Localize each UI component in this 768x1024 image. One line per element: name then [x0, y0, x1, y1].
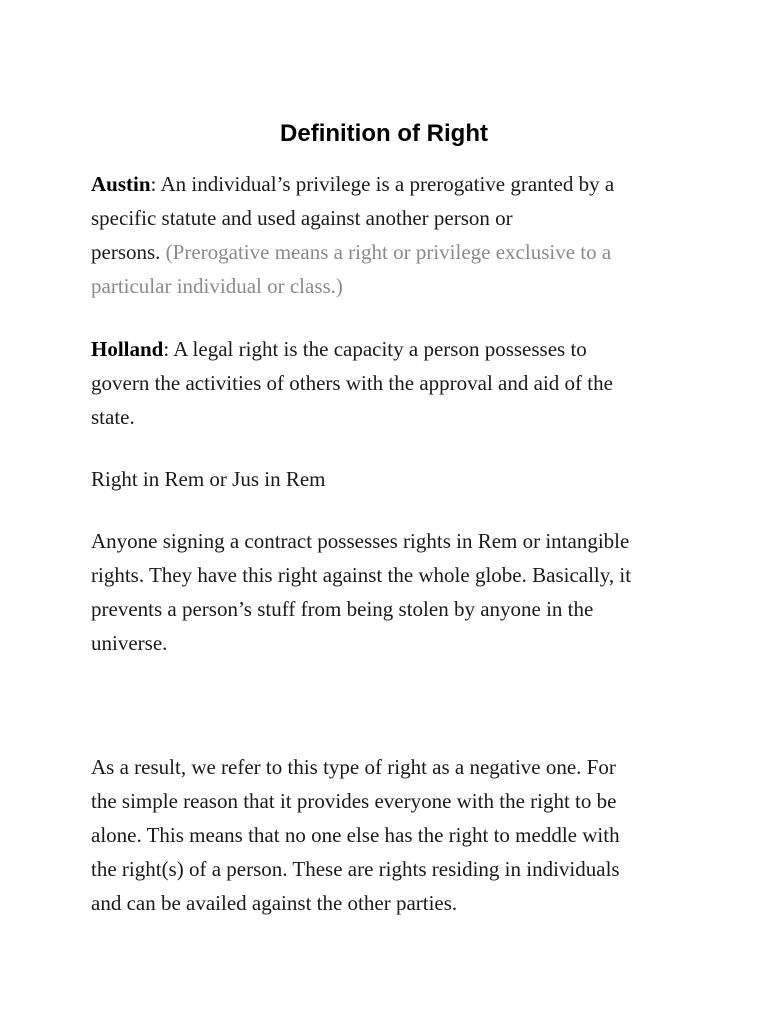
austin-line-2: specific statute and used against another person or [91, 206, 513, 230]
holland-line-2: govern the activities of others with the approval and aid of the [91, 371, 613, 395]
austin-line-1: : An individual’s privilege is a prerogative granted by a [150, 172, 615, 196]
austin-term: Austin [91, 172, 151, 196]
result-line-3: alone. This means that no one else has the right to meddle with [91, 823, 620, 847]
holland-definition [91, 332, 691, 434]
rem-line-1: Anyone signing a contract possesses rights in Rem or intangible [91, 529, 630, 553]
austin-note-line-1: (Prerogative means a right or privilege exclusive to a [160, 240, 612, 264]
austin-definition [91, 167, 691, 303]
holland-line-1: : A legal right is the capacity a person possesses to [163, 337, 587, 361]
rem-paragraph [91, 524, 691, 660]
rem-line-3: prevents a person’s stuff from being stolen by anyone in the [91, 597, 594, 621]
result-line-4: the right(s) of a person. These are rights residing in individuals [91, 857, 620, 881]
subheading [91, 462, 691, 496]
result-line-2: the simple reason that it provides everyone with the right to be [91, 789, 617, 813]
holland-term: Holland [91, 337, 164, 361]
rem-line-2: rights. They have this right against the whole globe. Basically, it [91, 563, 632, 587]
holland-line-3: state. [91, 405, 135, 429]
result-line-5: and can be availed against the other parties. [91, 891, 458, 915]
austin-line-3: persons. [91, 240, 161, 264]
rem-line-4: universe. [91, 631, 168, 655]
result-paragraph [91, 750, 691, 920]
subheading-text: Right in Rem or Jus in Rem [91, 467, 326, 491]
result-line-1: As a result, we refer to this type of right as a negative one. For [91, 755, 616, 779]
page-title: Definition of Right [280, 120, 488, 147]
austin-note-line-2: particular individual or class.) [91, 274, 343, 298]
